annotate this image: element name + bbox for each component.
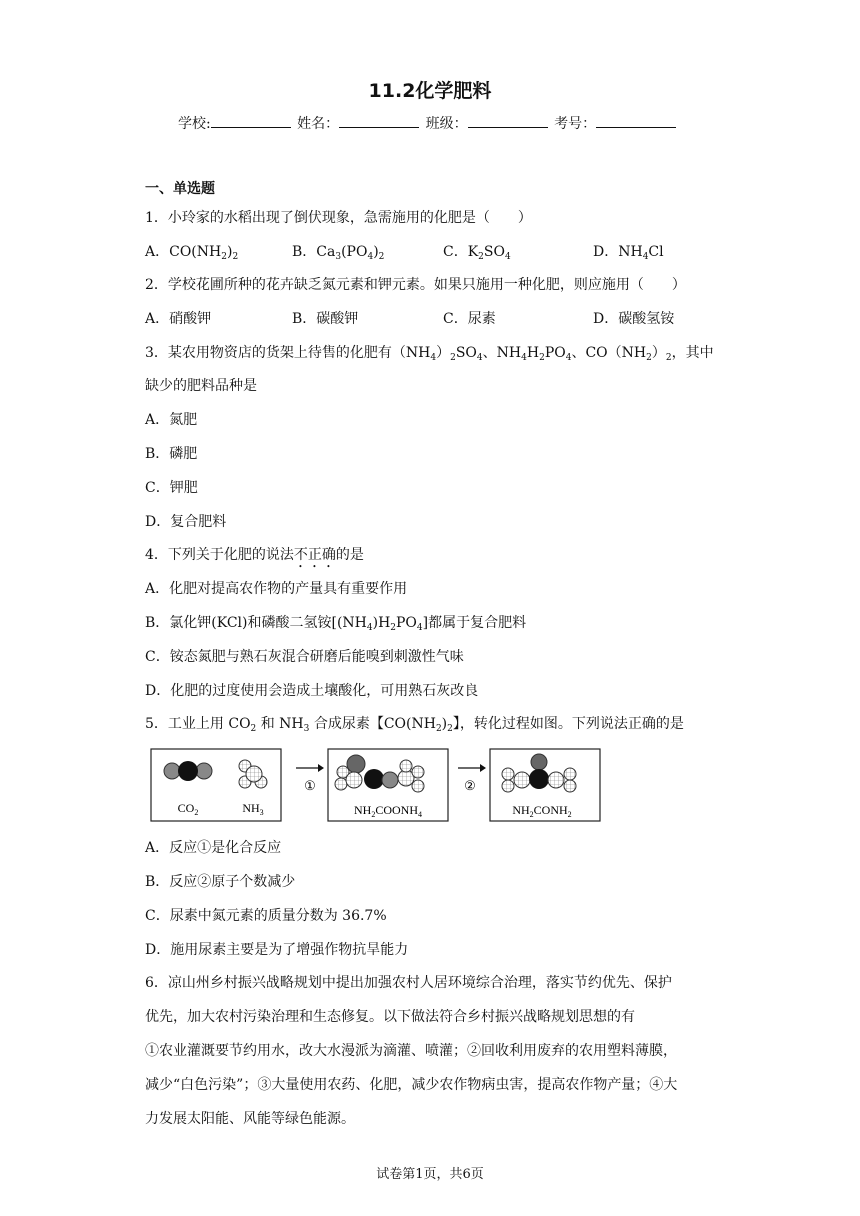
q5-option-c[interactable]: C．尿素中氮元素的质量分数为 36.7% xyxy=(145,908,387,924)
q3-option-c[interactable]: C．钾肥 xyxy=(145,480,198,496)
name-blank[interactable] xyxy=(339,113,419,128)
q5-stem: 5．工业上用 $CO_2$ 和 $NH_3$ 合成尿素【$CO(NH_2)_2$】，转化过程如图。下列说法正确的是 xyxy=(145,716,684,734)
q4-option-a[interactable]: A．化肥对提高农作物的产量具有重要作用 xyxy=(145,581,408,597)
class-blank[interactable] xyxy=(468,113,548,128)
co2-label: $CO_2$ xyxy=(177,801,199,817)
q2-option-b[interactable]: B．碳酸钾 xyxy=(292,311,359,327)
q1-option-b[interactable]: B．$Ca_3(PO_4)_2$ xyxy=(292,244,385,262)
school-blank[interactable] xyxy=(211,113,291,128)
q2-stem: 2．学校花圃所种的花卉缺乏氮元素和钾元素。如果只施用一种化肥，则应施用（ ） xyxy=(145,277,686,293)
q3-stem-line1: 3．某农用物资店的货架上待售的化肥有$(NH_4)_2SO_4$、$NH_4H_2PO_4$、$CO(NH_2)_2$，其中 xyxy=(145,345,714,363)
urea-molecule-icon xyxy=(502,754,576,792)
reaction-diagram xyxy=(150,748,610,826)
nh2coonh4-molecule-icon xyxy=(335,755,424,792)
q3-stem-line2: 缺少的肥料品种是 xyxy=(145,378,257,394)
q2-option-c[interactable]: C．尿素 xyxy=(443,311,496,327)
q6-stem-line5: 力发展太阳能、风能等绿色能源。 xyxy=(145,1111,355,1127)
q3-option-d[interactable]: D．复合肥料 xyxy=(145,514,227,530)
q3-option-a[interactable]: A．氮肥 xyxy=(145,412,198,428)
q5-option-a[interactable]: A．反应①是化合反应 xyxy=(145,840,282,856)
q2-option-a[interactable]: A．硝酸钾 xyxy=(145,311,212,327)
student-info xyxy=(178,113,678,133)
step1-label: ① xyxy=(304,779,316,794)
q3-option-b[interactable]: B．磷肥 xyxy=(145,446,198,462)
co2-molecule-icon xyxy=(164,761,212,781)
exam-no-blank[interactable] xyxy=(596,113,676,128)
page-footer: 试卷第1页，共6页 xyxy=(376,1167,484,1182)
q2-option-d[interactable]: D．碳酸氢铵 xyxy=(593,311,675,327)
q1-option-a[interactable]: A．$CO(NH_2)_2$ xyxy=(145,244,239,262)
exam-no-label: 考号： xyxy=(554,116,597,132)
q6-stem-line4: 减少“白色污染”；③大量使用农药、化肥，减少农作物病虫害，提高农作物产量；④大 xyxy=(145,1077,678,1093)
step2-label: ② xyxy=(464,779,476,794)
nh2coonh4-label: $NH_2COONH_4$ xyxy=(353,803,423,819)
q6-stem-line2: 优先，加大农村污染治理和生态修复。以下做法符合乡村振兴战略规划思想的有 xyxy=(145,1009,635,1025)
school-label: 学校: xyxy=(178,116,211,132)
nh3-molecule-icon xyxy=(239,760,267,788)
q1-stem: 1．小玲家的水稻出现了倒伏现象，急需施用的化肥是（ ） xyxy=(145,210,532,226)
q6-stem-line1: 6．凉山州乡村振兴战略规划中提出加强农村人居环境综合治理，落实节约优先、保护 xyxy=(145,975,672,991)
q5-option-b[interactable]: B．反应②原子个数减少 xyxy=(145,874,296,890)
name-label: 姓名： xyxy=(297,116,340,132)
q5-option-d[interactable]: D．施用尿素主要是为了增强作物抗旱能力 xyxy=(145,942,409,958)
page-title: 11.2化学肥料 xyxy=(368,80,492,102)
section-heading: 一、单选题 xyxy=(145,181,215,197)
q4-option-b[interactable]: B．氯化钾(KCl)和磷酸二氢铵$[(NH_4)H_2PO_4]$都属于复合肥料 xyxy=(145,615,527,633)
q1-option-d[interactable]: D．$NH_4Cl$ xyxy=(593,244,664,262)
q4-stem: 4．下列关于化肥的说法不正确的是 xyxy=(145,547,364,563)
class-label: 班级： xyxy=(425,116,468,132)
q1-option-c[interactable]: C．$K_2SO_4$ xyxy=(443,244,511,262)
nh3-label: $NH_3$ xyxy=(242,801,264,817)
q6-stem-line3: ①农业灌溉要节约用水，改大水漫派为滴灌、喷灌；②回收利用废弃的农用塑料薄膜， xyxy=(145,1043,677,1059)
q4-option-d[interactable]: D．化肥的过度使用会造成土壤酸化，可用熟石灰改良 xyxy=(145,683,479,699)
q4-option-c[interactable]: C．铵态氮肥与熟石灰混合研磨后能嗅到刺激性气味 xyxy=(145,649,464,665)
urea-label: $NH_2CONH_2$ xyxy=(512,803,572,819)
